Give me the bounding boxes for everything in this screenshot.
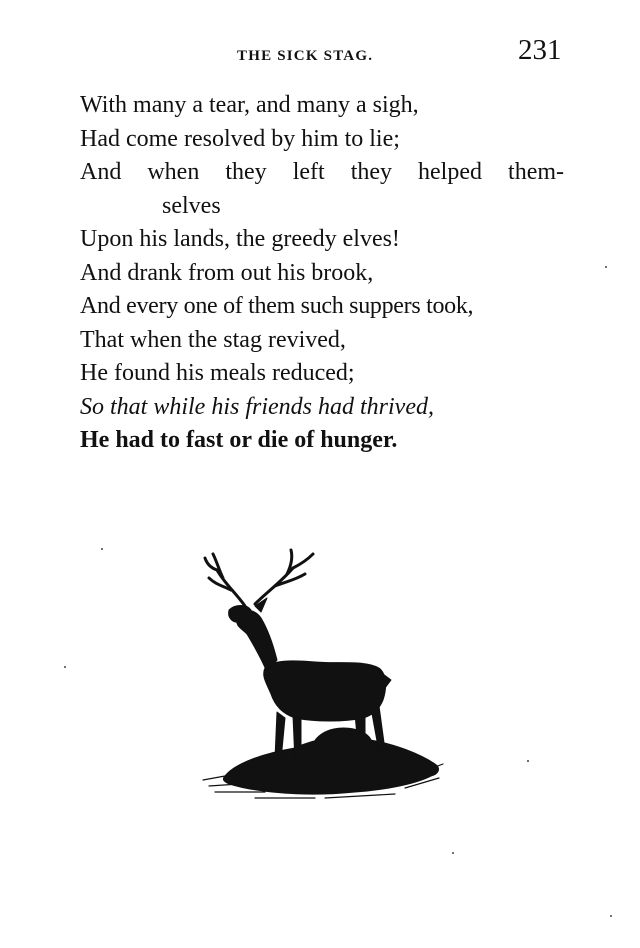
poem-line: selves <box>162 192 221 219</box>
poem-line: He had to fast or die of hunger. <box>80 427 398 453</box>
poem-line: With many a tear, and many a sigh, <box>80 92 419 118</box>
paper-speck <box>610 915 612 917</box>
poem-line: And when they left they helped them- <box>80 159 564 185</box>
poem-line: He found his meals reduced; <box>80 360 355 386</box>
poem-line: That when the stag revived, <box>80 326 346 353</box>
poem-line: And drank from out his brook, <box>80 259 374 286</box>
paper-speck <box>101 548 103 550</box>
poem-line: Had come resolved by him to lie; <box>80 125 400 152</box>
paper-speck <box>605 266 607 268</box>
stag-illustration <box>195 548 445 810</box>
poem-line: Upon his lands, the greedy elves! <box>80 226 400 252</box>
poem-text <box>80 89 570 458</box>
paper-speck <box>452 852 454 854</box>
stag-engraving-icon <box>195 548 445 810</box>
poem-line: So that while his friends had thrived, <box>80 393 434 420</box>
paper-speck <box>64 666 66 668</box>
paper-speck <box>527 760 529 762</box>
running-title: THE SICK STAG. <box>237 48 374 64</box>
poem-line: And every one of them such suppers took, <box>80 293 474 319</box>
page-number: 231 <box>518 34 562 66</box>
